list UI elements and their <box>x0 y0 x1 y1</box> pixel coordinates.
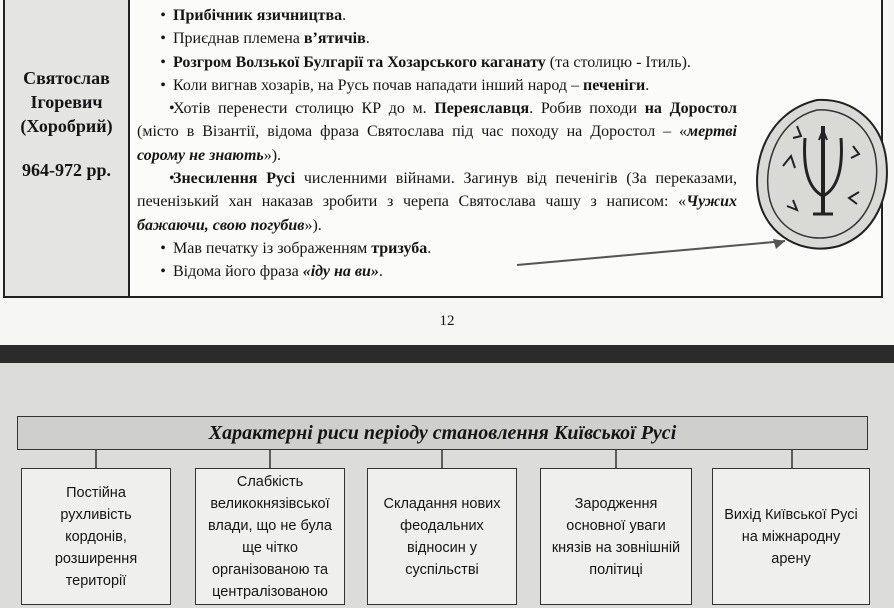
ruler-name-line: (Хоробрий) <box>20 116 113 136</box>
diagram-box: Вихід Київської Русі на міжнародну арену <box>712 468 870 605</box>
fact-text: в’ятичів <box>303 30 366 48</box>
fact-item <box>137 97 737 167</box>
fact-text: (місто в Візантії, відома фраза Святослава під час походу на Доростол – « <box>137 123 688 141</box>
fact-item <box>137 51 872 74</box>
bullet-icon: • <box>160 263 166 281</box>
fact-text: Хотів перенести столицю КР до м. <box>173 100 435 118</box>
fact-text: Переяславця <box>434 100 530 118</box>
fact-text: Відома його фраза <box>173 263 303 281</box>
bullet-icon: • <box>160 30 166 48</box>
fact-text: (та столицю - Ітиль). <box>545 53 691 71</box>
diagram-box: Зародження основної уваги князів на зовнішній політиці <box>540 468 692 605</box>
fact-text: мертві сорому не знають <box>137 123 737 164</box>
fact-text: . <box>378 263 383 281</box>
fact-item <box>137 4 872 27</box>
fact-item <box>137 74 872 97</box>
bullet-icon: • <box>169 170 175 188</box>
fact-text: Приєднав племена <box>173 30 304 48</box>
page-separator <box>0 345 894 363</box>
fact-text: Коли вигнав хозарів, на Русь почав нападати інший народ – <box>173 76 584 94</box>
fact-text: Прибічник язичництва <box>173 7 343 24</box>
diagram-title: Характерні риси періоду становлення Київської Русі <box>17 416 868 450</box>
ruler-name-line: Ігоревич <box>30 92 103 112</box>
fact-text: печеніги <box>583 76 646 94</box>
ruler-cell <box>5 0 130 296</box>
fact-text: Знесилення Русі <box>173 170 296 188</box>
bullet-icon: • <box>160 76 166 94</box>
bullet-icon: • <box>169 100 175 118</box>
fact-text: Мав печатку із зображенням <box>173 239 372 257</box>
fact-text: »). <box>304 216 322 234</box>
ruler-name <box>5 66 128 138</box>
rulers-table <box>3 0 883 298</box>
diagram-box: Складання нових феодальних відносин у суспільстві <box>367 468 517 605</box>
page-number: 12 <box>439 313 455 329</box>
bullet-icon: • <box>160 53 166 71</box>
fact-text: »). <box>263 146 282 164</box>
fact-text: «іду на ви» <box>302 263 379 281</box>
fact-text: Розгром Волзької Булгарії та Хозарського каганату <box>173 53 546 71</box>
fact-text: численними війнами. Загинув від печенігів (За переказами, печенізький хан наказав зробити з черепа Святослава чашу з написом: « <box>137 170 737 211</box>
fact-text: . <box>645 76 650 94</box>
fact-text: на Доростол <box>644 100 738 118</box>
fact-text: тризуба <box>371 239 428 257</box>
fact-text: . <box>365 30 370 48</box>
ruler-years: 964-972 рр. <box>21 160 111 180</box>
fact-text: Чужих бажаючи, свою погубив <box>137 193 737 234</box>
fact-text: . Робив походи <box>529 100 645 118</box>
fact-text: . <box>427 239 432 257</box>
fact-item <box>137 27 872 50</box>
page-diagram <box>0 363 894 608</box>
bullet-icon: • <box>160 7 166 24</box>
diagram-box: Слабкість великокнязівської влади, що не була ще чітко організованою та централізованою <box>195 468 345 605</box>
bullet-icon: • <box>160 239 166 257</box>
arrow-to-seal <box>505 225 805 275</box>
fact-text: . <box>342 7 347 24</box>
ruler-name-line: Святослав <box>23 68 110 88</box>
diagram-box: Постійна рухливість кордонів, розширення території <box>21 468 171 605</box>
